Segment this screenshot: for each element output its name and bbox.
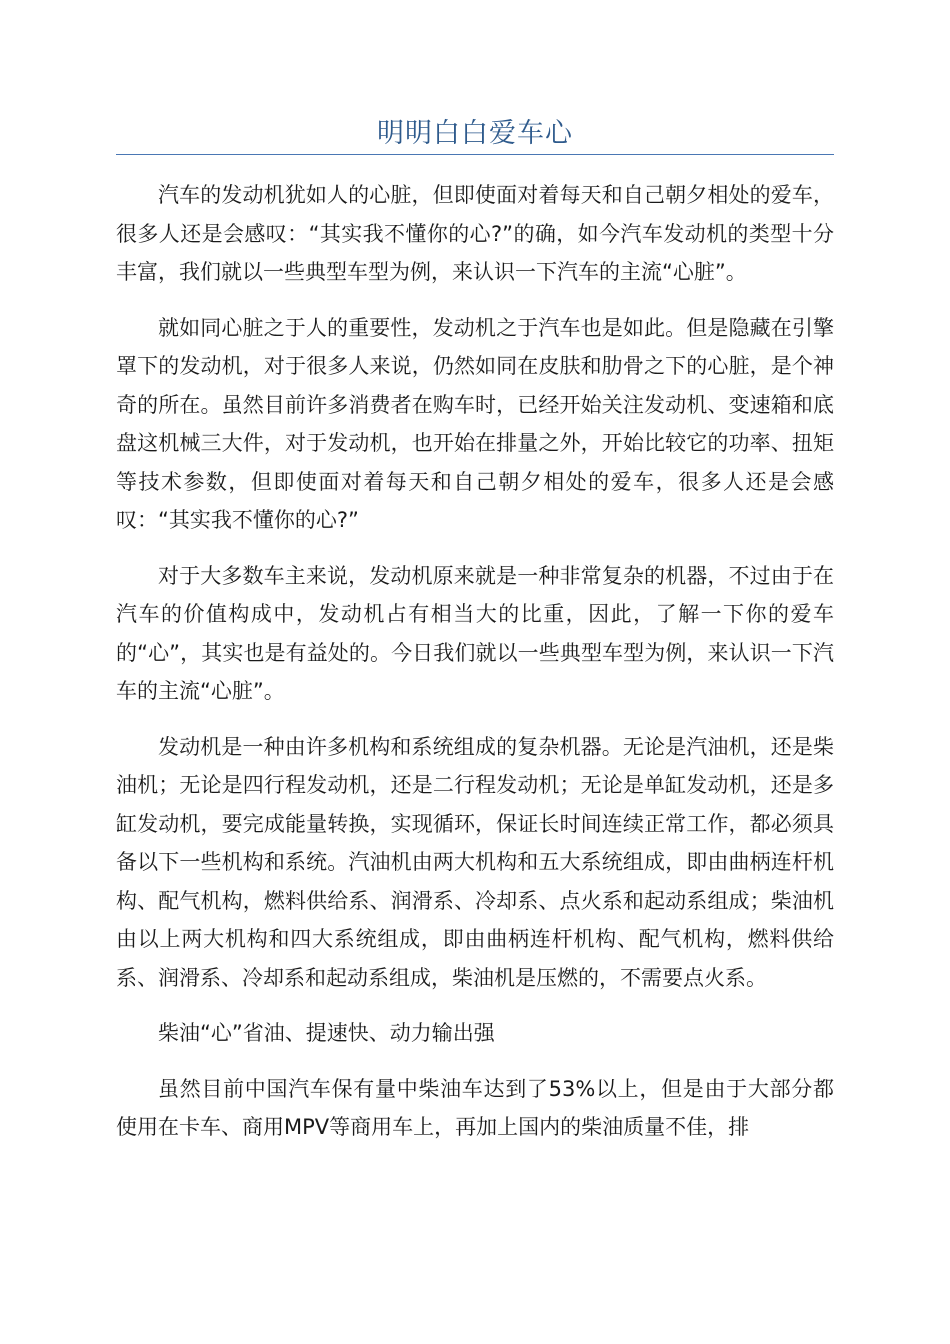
section-heading: 柴油“心”省油、提速快、动力输出强 (158, 1021, 495, 1045)
paragraph-3: 对于大多数车主来说，发动机原来就是一种非常复杂的机器，不过由于在汽车的价值构成中，发动机占有相当大的比重，因此，了解一下你的爱车的“心”，其实也是有益处的。今日我们就以一些典型车型为例，来认识一下汽车的主流“心脏”。 (116, 563, 834, 703)
paragraph-1: 汽车的发动机犹如人的心脏，但即使面对着每天和自己朝夕相处的爱车，很多人还是会感叹：“其实我不懂你的心?”的确，如今汽车发动机的类型十分丰富，我们就以一些典型车型为例，来认识一下汽车的主流“心脏”。 (116, 183, 834, 284)
paragraph-2: 就如同心脏之于人的重要性，发动机之于汽车也是如此。但是隐藏在引擎罩下的发动机，对于很多人来说，仍然如同在皮肤和肋骨之下的心脏，是个神奇的所在。虽然目前许多消费者在购车时，已经开始关注发动机、变速箱和底盘这机械三大件，对于发动机，也开始在排量之外，开始比较它的功率、扭矩等技术参数，但即使面对着每天和自己朝夕相处的爱车，很多人还是会感叹：“其实我不懂你的心?” (116, 315, 834, 532)
paragraph-4: 发动机是一种由许多机构和系统组成的复杂机器。无论是汽油机，还是柴油机；无论是四行程发动机，还是二行程发动机；无论是单缸发动机，还是多缸发动机，要完成能量转换，实现循环，保证长时间连续正常工作，都必须具备以下一些机构和系统。汽油机由两大机构和五大系统组成，即由曲柄连杆机构、配气机构，燃料供给系、润滑系、冷却系、点火系和起动系组成；柴油机由以上两大机构和四大系统组成，即由曲柄连杆机构、配气机构，燃料供给系、润滑系、冷却系和起动系组成，柴油机是压燃的，不需要点火系。 (116, 734, 834, 990)
document-body (116, 176, 834, 1164)
title-underline (116, 154, 834, 155)
paragraph-5: 虽然目前中国汽车保有量中柴油车达到了53%以上，但是由于大部分都使用在卡车、商用MPV等商用车上，再加上国内的柴油质量不佳，排 (116, 1076, 834, 1139)
document-title: 明明白白爱车心 (377, 118, 573, 149)
